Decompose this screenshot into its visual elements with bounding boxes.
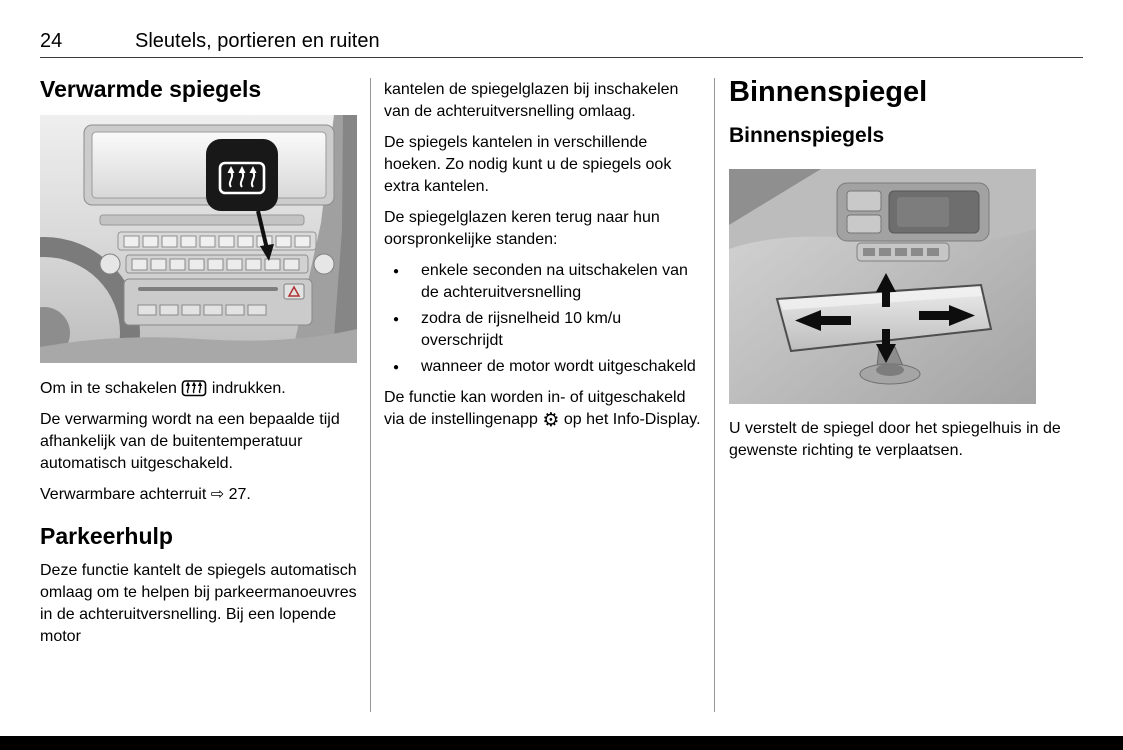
section-heading-parkeerhulp: Parkeerhulp — [40, 523, 173, 549]
column-divider — [370, 78, 371, 712]
crossref-verwarmbare-achterruit — [40, 484, 357, 506]
para-auto-off: De verwarming wordt na een bepaalde tijd afhankelijk van de buitentemperatuur automatisch uitgeschakeld. — [40, 411, 340, 472]
list-item-text: enkele seconden na uitschakelen van de achteruitversnelling — [421, 262, 688, 301]
column-2 — [384, 79, 702, 431]
list-item — [384, 308, 702, 352]
para-tilt-angles: De spiegels kantelen in verschillende hoeken. Zo nodig kunt u de spiegels ook extra kantelen. — [384, 134, 672, 195]
crossref-label: Verwarmbare achterruit — [40, 486, 207, 503]
para-activate — [40, 377, 357, 400]
para-adjust-mirror: U verstelt de spiegel door het spiegelhuis in de gewenste richting te verplaatsen. — [729, 420, 1061, 459]
settings-gear-icon: ⚙ — [542, 410, 560, 431]
page-footer-bar — [0, 736, 1123, 750]
column-3 — [729, 75, 1084, 462]
list-item — [384, 260, 702, 304]
figure-interior-mirror — [729, 169, 1036, 404]
figure-dashboard — [40, 115, 357, 363]
dashboard-photo — [40, 115, 357, 363]
para-parkeerhulp-cont: kantelen de spiegelglazen bij inschakelen van de achteruitversnelling omlaag. — [384, 81, 679, 120]
column-divider — [714, 78, 715, 712]
chapter-title: Sleutels, portieren en ruiten — [135, 30, 380, 52]
heated-mirror-callout-icon — [206, 139, 278, 211]
activate-text-post: indrukken. — [211, 380, 286, 397]
page-ref-arrow-icon: ⇨ — [210, 486, 225, 503]
heated-mirror-icon — [181, 377, 207, 397]
list-item — [384, 356, 702, 378]
page-number: 24 — [40, 30, 63, 52]
crossref-page: 27. — [228, 486, 251, 503]
header-rule — [40, 57, 1083, 58]
activate-text-pre: Om in te schakelen — [40, 380, 177, 397]
return-conditions-list — [384, 260, 702, 378]
settings-text-pre: De functie kan worden in- of uitgeschakeld via de instellingenapp — [384, 389, 686, 428]
chapter-heading-binnenspiegel: Binnenspiegel — [729, 76, 928, 108]
list-item-text: zodra de rijsnelheid 10 km/u overschrijdt — [421, 310, 622, 349]
interior-mirror-photo — [729, 169, 1036, 404]
section-heading-binnenspiegels: Binnenspiegels — [729, 124, 885, 147]
column-1 — [40, 75, 357, 648]
right-knob — [314, 254, 334, 274]
left-knob — [100, 254, 120, 274]
settings-text-post: op het Info-Display. — [563, 411, 701, 428]
section-heading-verwarmde-spiegels: Verwarmde spiegels — [40, 76, 262, 102]
para-settings — [384, 387, 702, 431]
list-item-text: wanneer de motor wordt uitgeschakeld — [421, 358, 696, 375]
para-parkeerhulp-intro: Deze functie kantelt de spiegels automatisch omlaag om te helpen bij parkeermanoeuvres in de achteruitversnelling. Bij een lopende motor — [40, 562, 357, 645]
para-return-positions: De spiegelglazen keren terug naar hun oorspronkelijke standen: — [384, 209, 660, 248]
